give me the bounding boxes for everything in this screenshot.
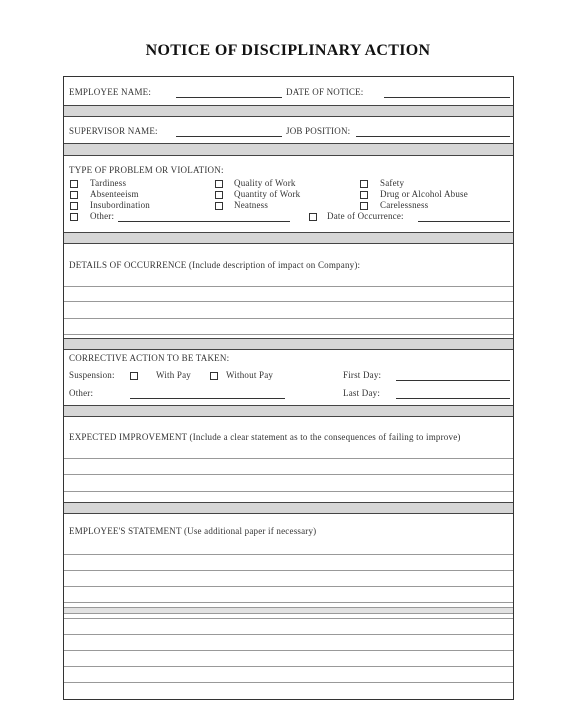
last-day-label: Last Day:: [343, 388, 381, 398]
suspension-label: Suspension:: [69, 370, 115, 380]
with-pay-checkbox[interactable]: [130, 372, 138, 380]
writing-line[interactable]: [64, 570, 513, 571]
carelessness-label: Carelessness: [380, 200, 429, 210]
writing-line[interactable]: [64, 682, 513, 683]
safety-label: Safety: [380, 178, 405, 188]
problem-heading: TYPE OF PROBLEM OR VIOLATION:: [69, 165, 224, 175]
with-pay-label: With Pay: [156, 370, 191, 380]
absenteeism-checkbox[interactable]: [70, 191, 78, 199]
tardiness-checkbox[interactable]: [70, 180, 78, 188]
writing-line[interactable]: [64, 474, 513, 475]
other-label: Other:: [90, 211, 115, 221]
divider-bar: [64, 143, 513, 156]
last-day-field[interactable]: [396, 398, 510, 399]
writing-line[interactable]: [64, 301, 513, 302]
writing-line[interactable]: [64, 318, 513, 319]
page-title: NOTICE OF DISCIPLINARY ACTION: [145, 42, 431, 59]
details-heading: DETAILS OF OCCURRENCE (Include description of impact on Company):: [69, 260, 361, 270]
quantity-of-work-label: Quantity of Work: [234, 189, 301, 199]
writing-line[interactable]: [64, 618, 513, 619]
quality-of-work-label: Quality of Work: [234, 178, 296, 188]
carelessness-checkbox[interactable]: [360, 202, 368, 210]
other-field[interactable]: [118, 221, 290, 222]
job-position-field[interactable]: [356, 136, 510, 137]
divider-bar: [64, 405, 513, 417]
corrective-other-label: Other:: [69, 388, 94, 398]
writing-line[interactable]: [64, 586, 513, 587]
writing-line[interactable]: [64, 554, 513, 555]
date-of-notice-field[interactable]: [384, 97, 510, 98]
without-pay-checkbox[interactable]: [210, 372, 218, 380]
improvement-section: [64, 417, 513, 512]
employee-name-label: EMPLOYEE NAME:: [69, 87, 152, 97]
insubordination-label: Insubordination: [90, 200, 150, 210]
quality-of-work-checkbox[interactable]: [215, 180, 223, 188]
divider-bar: [64, 607, 513, 614]
tardiness-label: Tardiness: [90, 178, 127, 188]
job-position-label: JOB POSITION:: [286, 126, 351, 136]
first-day-label: First Day:: [343, 370, 382, 380]
writing-line[interactable]: [64, 491, 513, 492]
writing-line[interactable]: [64, 634, 513, 635]
safety-checkbox[interactable]: [360, 180, 368, 188]
drug-alcohol-checkbox[interactable]: [360, 191, 368, 199]
divider-bar: [64, 105, 513, 117]
disciplinary-form: [63, 76, 514, 700]
first-day-field[interactable]: [396, 380, 510, 381]
supervisor-name-label: SUPERVISOR NAME:: [69, 126, 158, 136]
divider-bar: [64, 338, 513, 350]
writing-line[interactable]: [64, 666, 513, 667]
writing-line[interactable]: [64, 286, 513, 287]
insubordination-checkbox[interactable]: [70, 202, 78, 210]
neatness-label: Neatness: [234, 200, 269, 210]
employee-row: [64, 77, 513, 105]
quantity-of-work-checkbox[interactable]: [215, 191, 223, 199]
date-of-occurrence-field[interactable]: [418, 221, 510, 222]
without-pay-label: Without Pay: [226, 370, 274, 380]
writing-line[interactable]: [64, 650, 513, 651]
employee-name-field[interactable]: [176, 97, 282, 98]
details-section: [64, 244, 513, 349]
writing-line[interactable]: [64, 334, 513, 335]
corrective-heading: CORRECTIVE ACTION TO BE TAKEN:: [69, 353, 230, 363]
supervisor-name-field[interactable]: [176, 136, 282, 137]
date-of-notice-label: DATE OF NOTICE:: [286, 87, 364, 97]
corrective-other-field[interactable]: [130, 398, 285, 399]
divider-bar: [64, 232, 513, 244]
statement-heading: EMPLOYEE'S STATEMENT (Use additional paper if necessary): [69, 526, 317, 536]
writing-line[interactable]: [64, 602, 513, 603]
absenteeism-label: Absenteeism: [90, 189, 139, 199]
divider-bar: [64, 502, 513, 514]
date-of-occurrence-label: Date of Occurrence:: [327, 211, 404, 221]
neatness-checkbox[interactable]: [215, 202, 223, 210]
supervisor-row: [64, 117, 513, 143]
writing-line[interactable]: [64, 458, 513, 459]
other-checkbox[interactable]: [70, 213, 78, 221]
problem-section: [64, 156, 513, 232]
date-of-occurrence-checkbox[interactable]: [309, 213, 317, 221]
drug-alcohol-label: Drug or Alcohol Abuse: [380, 189, 468, 199]
improvement-heading: EXPECTED IMPROVEMENT (Include a clear statement as to the consequences of failing to improve): [69, 432, 461, 442]
